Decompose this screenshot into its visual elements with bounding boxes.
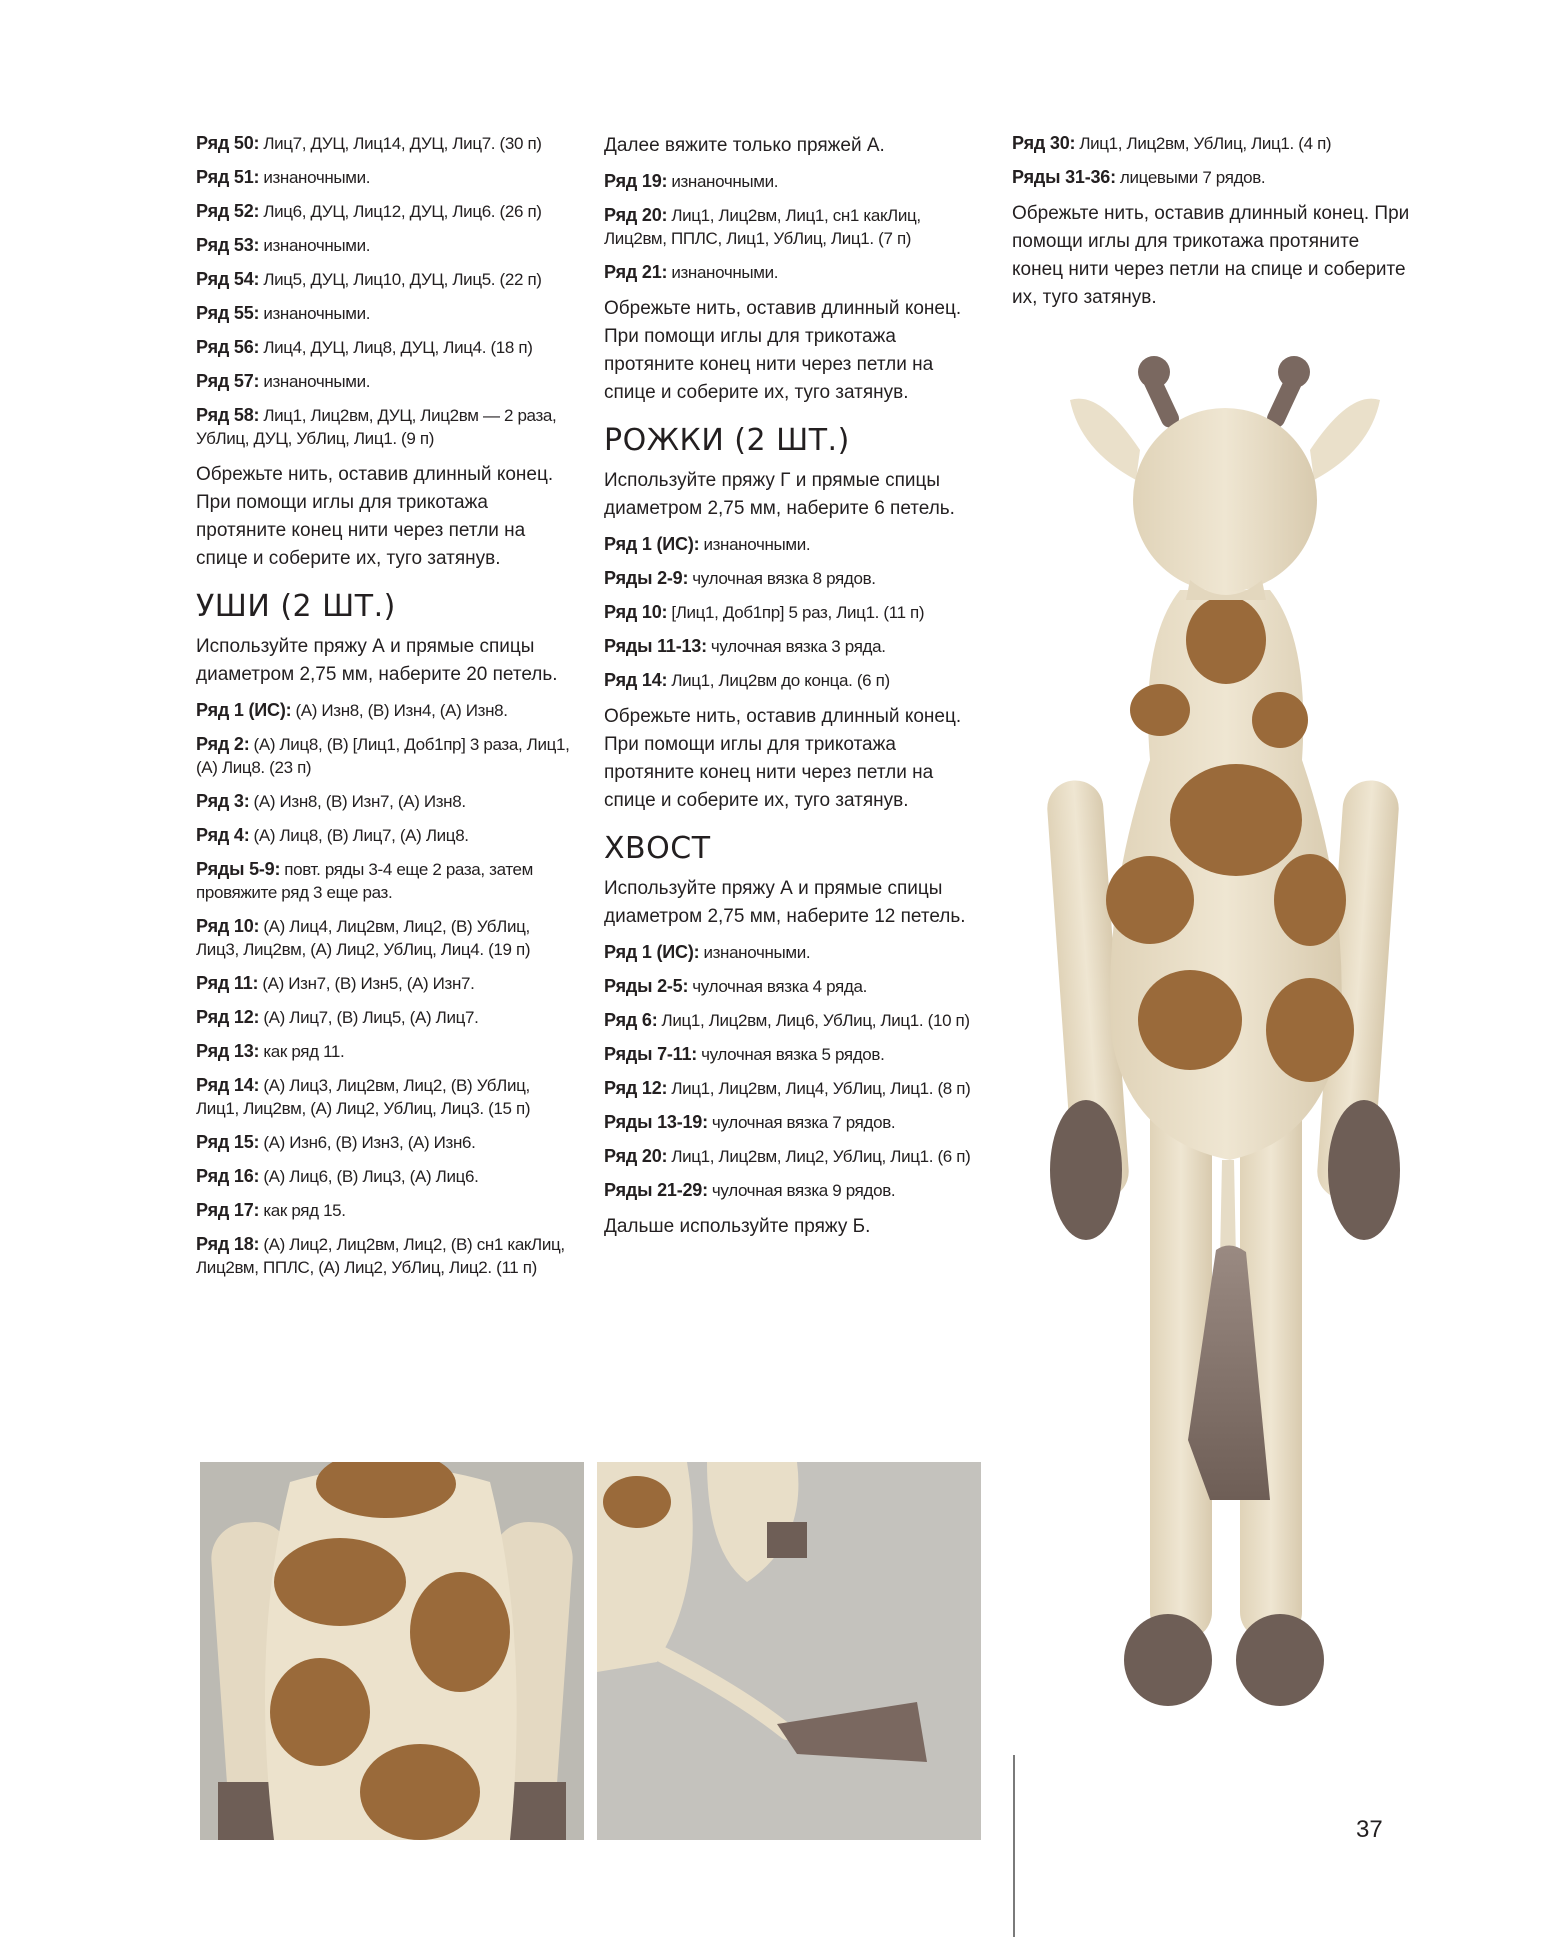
row-label: Ряд 2:	[196, 734, 250, 754]
row-label: Ряд 19:	[604, 171, 668, 191]
row-instruction: Лиц1, Лиц2вм, Лиц2, УбЛиц, Лиц1. (6 п)	[671, 1147, 971, 1166]
pattern-row	[1012, 132, 1412, 155]
giraffe-tail-stem	[1220, 1160, 1236, 1260]
row-instruction: повт. ряды 3-4 еще 2 раза, затем провяжите ряд 3 еще раз.	[196, 860, 534, 902]
row-instruction: Лиц1, Лиц2вм, УбЛиц, Лиц1. (4 п)	[1079, 134, 1332, 153]
row-label: Ряд 20:	[604, 1146, 668, 1166]
row-label: Ряд 55:	[196, 303, 260, 323]
pattern-rows	[604, 533, 984, 692]
row-instruction: изнаночными.	[671, 172, 779, 191]
row-instruction: (А) Изн8, (В) Изн7, (А) Изн8.	[253, 792, 466, 811]
giraffe-head	[1133, 408, 1317, 592]
row-instruction: лицевыми 7 рядов.	[1119, 168, 1266, 187]
row-label: Ряд 57:	[196, 371, 260, 391]
crop-mark	[1013, 1755, 1015, 1937]
row-label: Ряд 1 (ИС):	[196, 700, 292, 720]
row-instruction: изнаночными.	[671, 263, 779, 282]
giraffe-spot	[1266, 978, 1354, 1082]
row-label: Ряд 14:	[196, 1075, 260, 1095]
row-label: Ряды 11-13:	[604, 636, 707, 656]
pattern-row	[196, 858, 576, 904]
pattern-row	[196, 1165, 576, 1188]
row-label: Ряд 3:	[196, 791, 250, 811]
pattern-row	[604, 1111, 984, 1134]
pattern-rows	[604, 941, 984, 1202]
finish-instruction: Обрежьте нить, оставив длинный конец. При помощи иглы для трикотажа протяните конец нити через петли на спице и соберите их, туго затянув.	[604, 298, 962, 403]
row-instruction: (А) Лиц2, Лиц2вм, Лиц2, (В) сн1 какЛиц, Лиц2вм, ППЛС, (А) Лиц2, УбЛиц, Лиц2. (11 п)	[196, 1235, 565, 1277]
pattern-row	[196, 336, 576, 359]
pattern-row	[604, 1179, 984, 1202]
giraffe-horn-tip-right	[1278, 356, 1310, 388]
row-label: Ряд 1 (ИС):	[604, 942, 700, 962]
row-label: Ряд 30:	[1012, 133, 1076, 153]
pattern-row	[196, 824, 576, 847]
row-label: Ряды 21-29:	[604, 1180, 708, 1200]
section-heading-tail: ХВОСТ	[604, 831, 711, 866]
row-instruction: изнаночными.	[263, 372, 371, 391]
giraffe-body-closeup-photo	[200, 1462, 584, 1840]
giraffe-spot	[1138, 970, 1242, 1070]
row-instruction: Лиц7, ДУЦ, Лиц14, ДУЦ, Лиц7. (30 п)	[263, 134, 542, 153]
pattern-rows	[196, 132, 576, 450]
row-label: Ряд 21:	[604, 262, 668, 282]
row-label: Ряд 10:	[604, 602, 668, 622]
pattern-row	[196, 404, 576, 450]
row-label: Ряд 17:	[196, 1200, 260, 1220]
pattern-row	[604, 601, 984, 624]
pattern-row	[196, 790, 576, 813]
pattern-row	[196, 302, 576, 325]
pattern-row	[196, 200, 576, 223]
pattern-row	[196, 370, 576, 393]
row-instruction: (А) Лиц7, (В) Лиц5, (А) Лиц7.	[263, 1008, 479, 1027]
row-instruction: (А) Изн7, (В) Изн5, (А) Изн7.	[262, 974, 475, 993]
giraffe-spot	[1252, 692, 1308, 748]
pattern-row	[604, 635, 984, 658]
row-label: Ряд 11:	[196, 973, 259, 993]
text-column-1	[196, 132, 576, 1290]
pattern-row	[604, 975, 984, 998]
row-label: Ряд 20:	[604, 205, 668, 225]
giraffe-body-closeup-illustration	[200, 1462, 584, 1840]
pattern-row	[196, 1199, 576, 1222]
page-number: 37	[1356, 1816, 1383, 1843]
row-instruction: (А) Изн8, (В) Изн4, (А) Изн8.	[295, 701, 508, 720]
pattern-row	[196, 915, 576, 961]
row-instruction: Лиц5, ДУЦ, Лиц10, ДУЦ, Лиц5. (22 п)	[263, 270, 542, 289]
row-label: Ряд 6:	[604, 1010, 658, 1030]
row-label: Ряд 53:	[196, 235, 260, 255]
text-column-3	[1012, 132, 1412, 322]
pattern-row	[604, 1145, 984, 1168]
row-label: Ряды 2-5:	[604, 976, 689, 996]
row-instruction: Лиц1, Лиц2вм, ДУЦ, Лиц2вм — 2 раза, УбЛиц, ДУЦ, УбЛиц, Лиц1. (9 п)	[196, 406, 557, 448]
row-instruction: чулочная вязка 9 рядов.	[711, 1181, 896, 1200]
row-instruction: чулочная вязка 8 рядов.	[692, 569, 876, 588]
row-label: Ряд 16:	[196, 1166, 260, 1186]
row-instruction: чулочная вязка 3 ряда.	[710, 637, 886, 656]
row-instruction: изнаночными.	[703, 535, 811, 554]
pattern-row	[196, 1131, 576, 1154]
row-label: Ряд 50:	[196, 133, 260, 153]
row-instruction: (А) Лиц3, Лиц2вм, Лиц2, (В) УбЛиц, Лиц1, Лиц2вм, (А) Лиц2, УбЛиц, Лиц3. (15 п)	[196, 1076, 531, 1118]
pattern-row	[604, 261, 984, 284]
row-label: Ряд 13:	[196, 1041, 260, 1061]
row-label: Ряды 13-19:	[604, 1112, 708, 1132]
row-instruction: изнаночными.	[263, 168, 371, 187]
giraffe-spot	[1106, 856, 1194, 944]
pattern-row	[196, 1074, 576, 1120]
section-intro-tail: Используйте пряжу А и прямые спицы диаметром 2,75 мм, наберите 12 петель.	[604, 878, 966, 927]
pattern-row	[604, 669, 984, 692]
pattern-row	[196, 234, 576, 257]
pattern-row	[196, 733, 576, 779]
row-label: Ряд 51:	[196, 167, 260, 187]
pattern-row	[196, 1233, 576, 1279]
yarn-note: Дальше используйте пряжу Б.	[604, 1216, 871, 1237]
pattern-row	[196, 166, 576, 189]
row-instruction: чулочная вязка 5 рядов.	[701, 1045, 885, 1064]
row-instruction: Лиц1, Лиц2вм до конца. (6 п)	[671, 671, 890, 690]
giraffe-spot	[1170, 764, 1302, 876]
pattern-row	[604, 170, 984, 193]
row-label: Ряды 2-9:	[604, 568, 689, 588]
finish-instruction: Обрежьте нить, оставив длинный конец. При помощи иглы для трикотажа протяните конец нити через петли на спице и соберите их, туго затянув.	[196, 464, 554, 569]
giraffe-spot	[1186, 596, 1266, 684]
row-instruction: (А) Лиц8, (В) Лиц7, (А) Лиц8.	[253, 826, 469, 845]
pattern-row	[196, 1040, 576, 1063]
row-instruction: (А) Лиц8, (В) [Лиц1, Доб1пр] 3 раза, Лиц1, (А) Лиц8. (23 п)	[196, 735, 570, 777]
row-label: Ряд 56:	[196, 337, 260, 357]
pattern-row	[196, 699, 576, 722]
row-label: Ряды 7-11:	[604, 1044, 698, 1064]
row-label: Ряды 31-36:	[1012, 167, 1116, 187]
pattern-row	[604, 567, 984, 590]
giraffe-hoof-left	[1124, 1614, 1212, 1706]
giraffe-ear-right	[1310, 399, 1380, 480]
section-intro-horns: Используйте пряжу Г и прямые спицы диаметром 2,75 мм, наберите 6 петель.	[604, 470, 955, 519]
row-instruction: Лиц1, Лиц2вм, Лиц1, сн1 какЛиц, Лиц2вм, ППЛС, Лиц1, УбЛиц, Лиц1. (7 п)	[604, 206, 921, 248]
row-instruction: изнаночными.	[703, 943, 811, 962]
row-instruction: (А) Изн6, (В) Изн3, (А) Изн6.	[263, 1133, 476, 1152]
giraffe-tail-closeup-illustration	[597, 1462, 981, 1840]
giraffe-paw-left	[1050, 1100, 1122, 1240]
section-intro-ears: Используйте пряжу А и прямые спицы диаметром 2,75 мм, наберите 20 петель.	[196, 636, 558, 685]
row-instruction: (А) Лиц4, Лиц2вм, Лиц2, (В) УбЛиц, Лиц3, Лиц2вм, (А) Лиц2, УбЛиц, Лиц4. (19 п)	[196, 917, 531, 959]
row-label: Ряд 58:	[196, 405, 260, 425]
row-instruction: Лиц1, Лиц2вм, Лиц6, УбЛиц, Лиц1. (10 п)	[661, 1011, 970, 1030]
pattern-row	[196, 132, 576, 155]
row-label: Ряд 12:	[604, 1078, 668, 1098]
pattern-row	[604, 941, 984, 964]
pattern-rows	[196, 699, 576, 1279]
row-label: Ряд 54:	[196, 269, 260, 289]
row-instruction: чулочная вязка 7 рядов.	[711, 1113, 896, 1132]
row-label: Ряд 14:	[604, 670, 668, 690]
row-instruction: как ряд 11.	[263, 1042, 345, 1061]
row-label: Ряд 12:	[196, 1007, 260, 1027]
row-instruction: [Лиц1, Доб1пр] 5 раз, Лиц1. (11 п)	[671, 603, 925, 622]
row-instruction: (А) Лиц6, (В) Лиц3, (А) Лиц6.	[263, 1167, 479, 1186]
row-label: Ряд 4:	[196, 825, 250, 845]
row-label: Ряд 10:	[196, 916, 260, 936]
pattern-row	[196, 972, 576, 995]
giraffe-toy-illustration	[1040, 340, 1420, 1760]
pattern-row	[196, 1006, 576, 1029]
row-instruction: изнаночными.	[263, 236, 371, 255]
giraffe-hoof-right	[1236, 1614, 1324, 1706]
row-instruction: Лиц1, Лиц2вм, Лиц4, УбЛиц, Лиц1. (8 п)	[671, 1079, 971, 1098]
row-label: Ряд 15:	[196, 1132, 260, 1152]
pattern-row	[196, 268, 576, 291]
row-instruction: чулочная вязка 4 ряда.	[692, 977, 867, 996]
finish-instruction: Обрежьте нить, оставив длинный конец. При помощи иглы для трикотажа протяните конец нити через петли на спице и соберите их, туго затянув.	[1012, 203, 1410, 308]
row-label: Ряд 52:	[196, 201, 260, 221]
giraffe-tail-closeup-photo	[597, 1462, 981, 1840]
giraffe-horn-tip-left	[1138, 356, 1170, 388]
section-heading-horns: РОЖКИ (2 ШТ.)	[604, 423, 850, 458]
yarn-note: Далее вяжите только пряжей А.	[604, 135, 885, 156]
giraffe-spot	[1274, 854, 1346, 946]
row-instruction: как ряд 15.	[263, 1201, 346, 1220]
pattern-row	[604, 1043, 984, 1066]
giraffe-ear-left	[1070, 399, 1140, 480]
pattern-rows	[604, 170, 984, 284]
row-instruction: Лиц6, ДУЦ, Лиц12, ДУЦ, Лиц6. (26 п)	[263, 202, 542, 221]
row-label: Ряд 18:	[196, 1234, 260, 1254]
row-label: Ряды 5-9:	[196, 859, 281, 879]
finish-instruction: Обрежьте нить, оставив длинный конец. При помощи иглы для трикотажа протяните конец нити через петли на спице и соберите их, туго затянув.	[604, 706, 962, 811]
pattern-row	[604, 204, 984, 250]
giraffe-toy-photo	[1040, 340, 1420, 1760]
giraffe-paw-right	[1328, 1100, 1400, 1240]
pattern-row	[1012, 166, 1412, 189]
row-instruction: изнаночными.	[263, 304, 371, 323]
pattern-row	[604, 1009, 984, 1032]
row-instruction: Лиц4, ДУЦ, Лиц8, ДУЦ, Лиц4. (18 п)	[263, 338, 533, 357]
row-label: Ряд 1 (ИС):	[604, 534, 700, 554]
pattern-row	[604, 533, 984, 556]
text-column-2	[604, 132, 984, 1251]
section-heading-ears: УШИ (2 ШТ.)	[196, 589, 396, 624]
pattern-rows	[1012, 132, 1412, 189]
pattern-row	[604, 1077, 984, 1100]
giraffe-spot	[1130, 684, 1190, 736]
